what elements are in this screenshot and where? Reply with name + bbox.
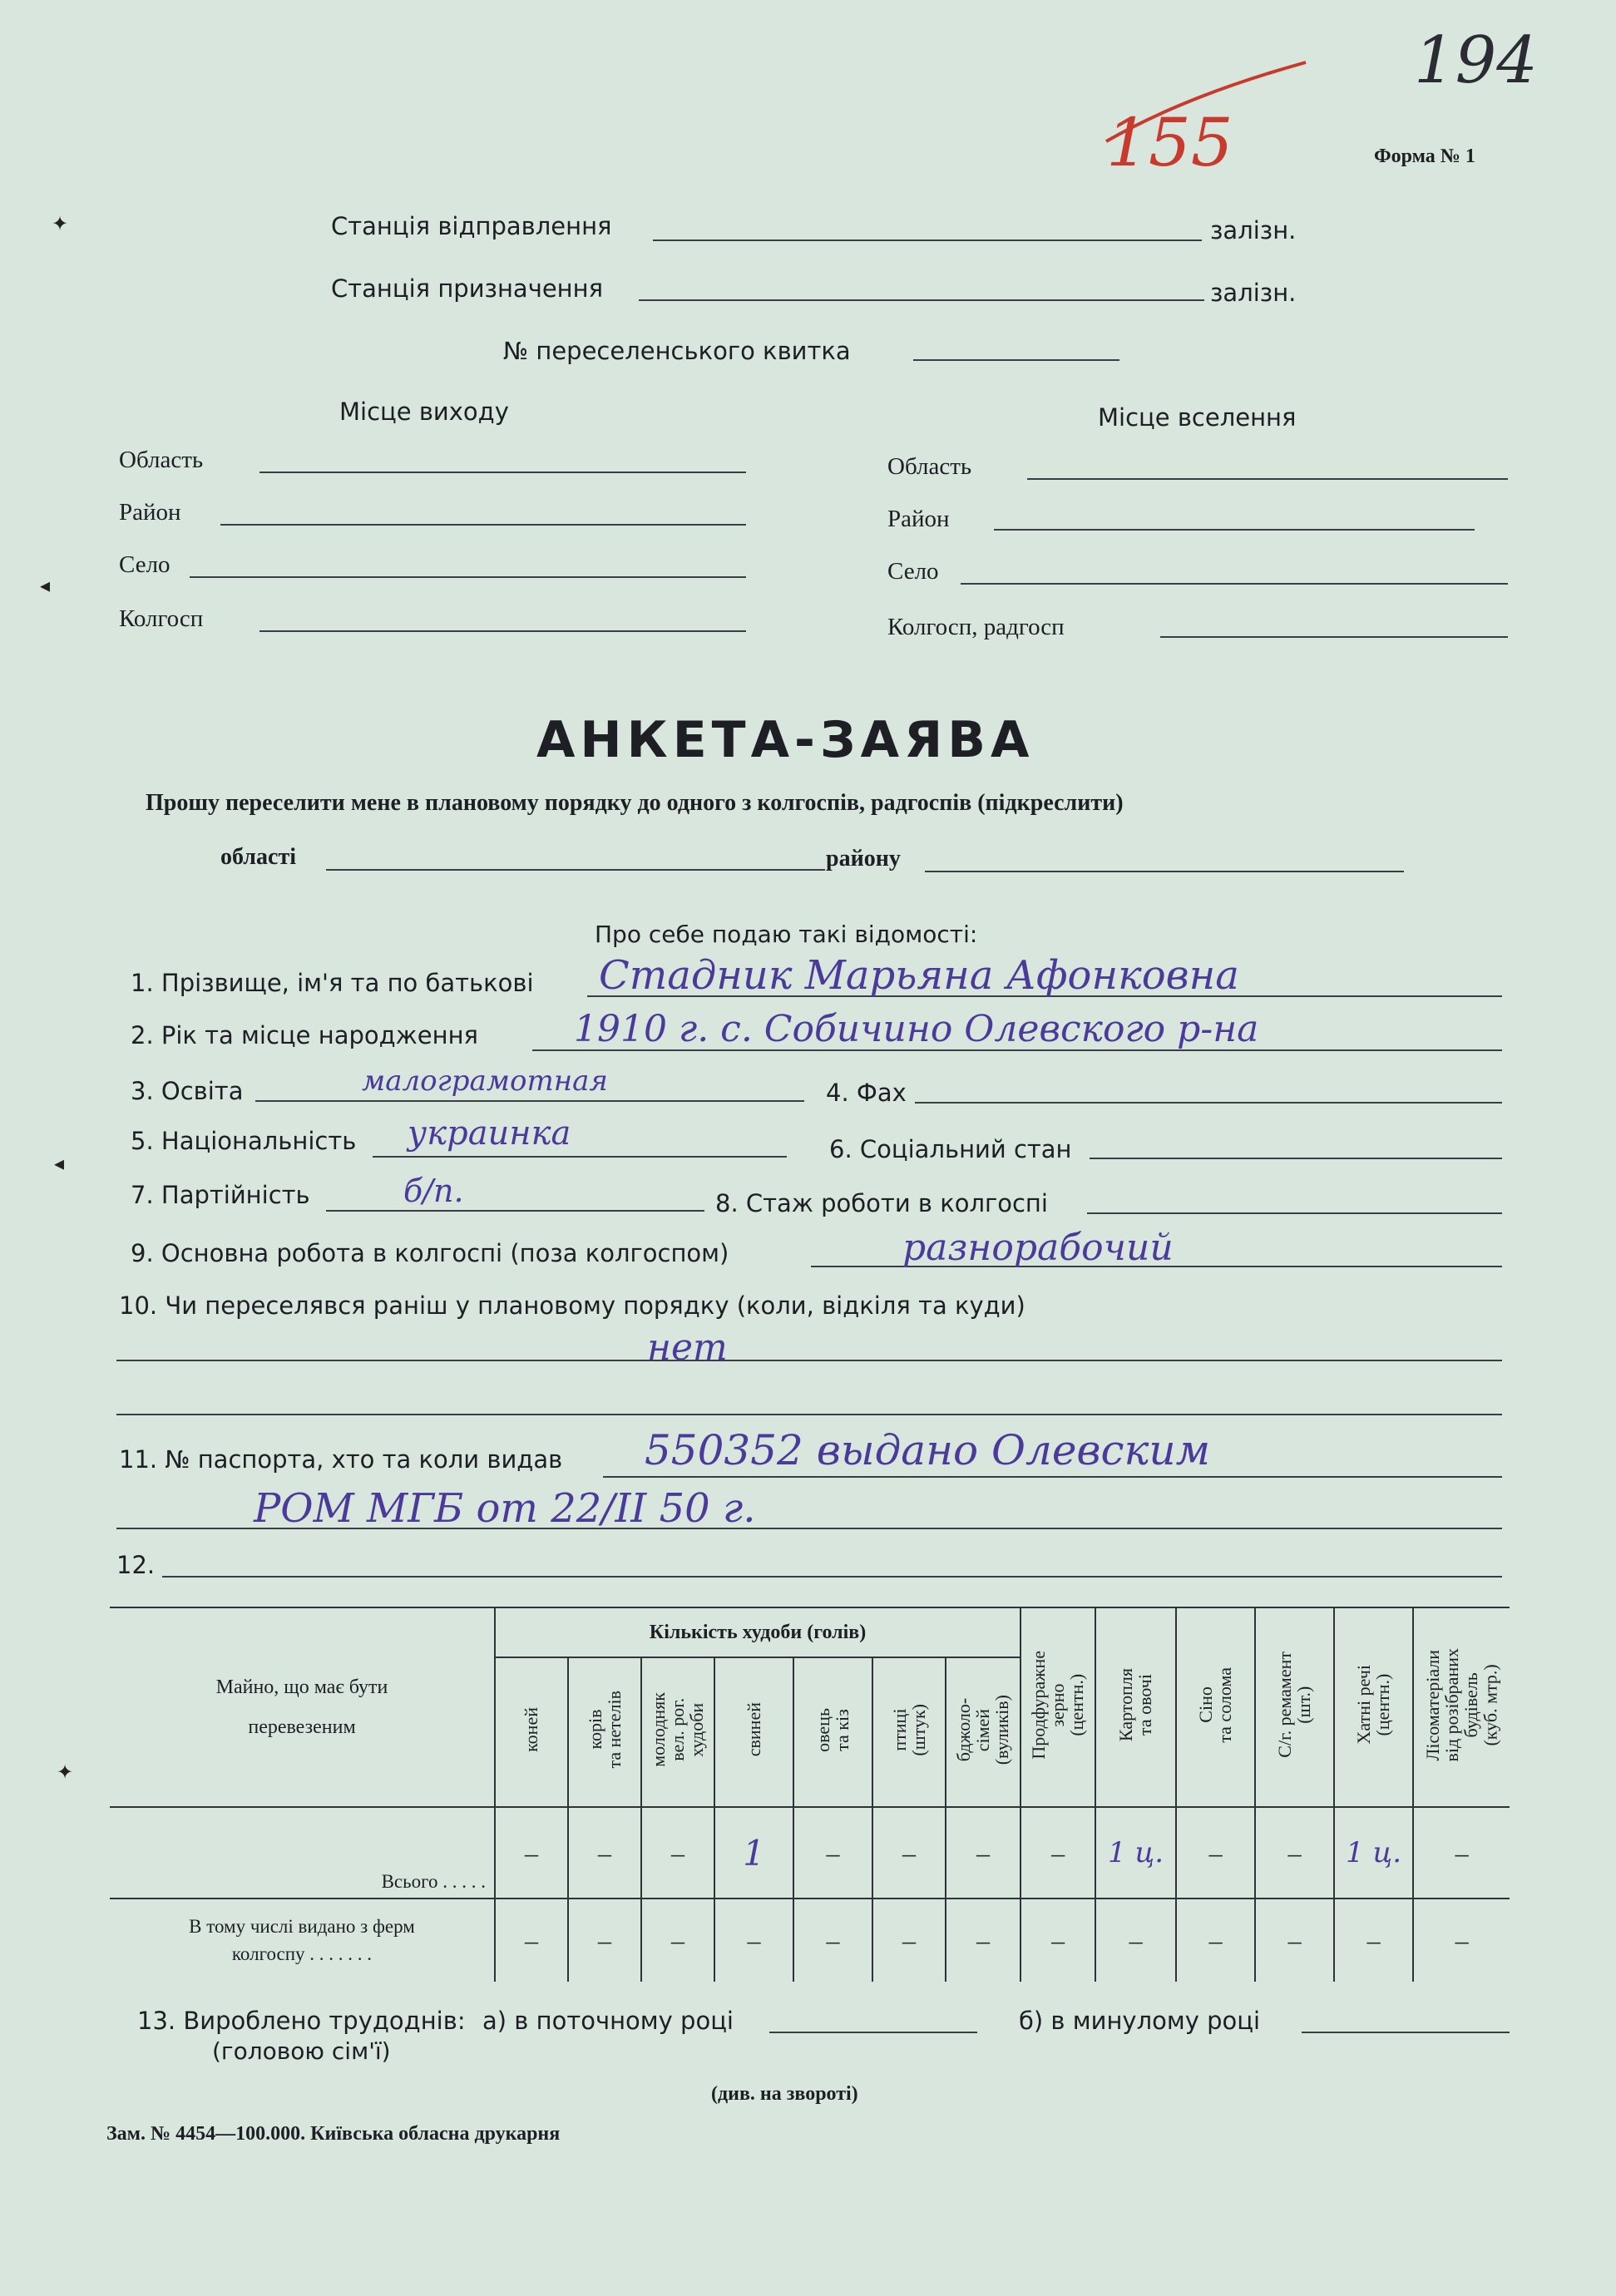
see-reverse: (див. на звороті) [711,2083,858,2105]
farm-row-label-cell [110,1899,495,1982]
farm-row-label: В тому числі видано з ферм колгоспу . . . . . . . [189,1916,415,1964]
col-header-10 [1255,1607,1334,1807]
destination-region-line [1027,478,1508,480]
field-12-line [162,1576,1502,1578]
col-label-beehives: бджоло- сімей (вуликів) [953,1694,1013,1765]
col-header-8 [1095,1607,1176,1807]
departure-station-line [653,239,1202,241]
col-header-12 [1413,1607,1510,1807]
farm-value: – [826,1925,840,1955]
workdays-current-label: а) в поточному році [482,2007,734,2035]
origin-region-label: Область [119,447,204,473]
total-row-label: Всього . . . . . [381,1871,486,1892]
field-5-value: украинка [408,1114,571,1153]
ticket-number-line [913,359,1119,361]
total-value: 1 [743,1832,765,1874]
farm-cell [1334,1899,1413,1982]
farm-value: – [598,1925,611,1955]
oblast-label: області [220,844,296,870]
total-value: – [525,1837,538,1868]
col-label-sheep: овець та кіз [813,1707,853,1752]
form-title: АНКЕТА-ЗАЯВА [536,711,1035,769]
origin-kolkhoz-label: Колгосп [119,605,204,632]
col-header-2 [641,1657,714,1807]
field-2-value: 1910 г. с. Собичино Олевского р-на [574,1008,1259,1050]
total-value: – [976,1837,991,1868]
farm-cell [568,1899,641,1982]
destination-district-line [994,529,1475,531]
field-10-line-1 [116,1360,1502,1361]
farm-value: – [747,1925,761,1955]
total-cell [872,1807,946,1899]
property-header: Майно, що має бути перевезеним [215,1676,388,1738]
total-value: – [1455,1837,1469,1868]
destination-station-label: Станція призначення [331,274,604,303]
col-label-young-cattle: молодняк вел. рог. худоби [648,1692,708,1767]
col-header-5 [872,1657,946,1807]
field-10-value: нет [647,1326,728,1369]
property-table [110,1607,1510,1982]
col-header-3 [714,1657,793,1807]
origin-kolkhoz-line [259,630,746,632]
printer-imprint: Зам. № 4454—100.000. Київська обласна друкарня [106,2123,561,2145]
col-header-4 [793,1657,872,1807]
farm-value: – [976,1925,991,1955]
field-11-label: 11. № паспорта, хто та коли видав [119,1445,563,1474]
col-label-timber: Лісоматеріали від розібраних будівель (куб. мтр.) [1422,1647,1501,1762]
total-value: – [1051,1837,1065,1868]
intro-text: Про себе подаю такі відомості: [595,921,978,948]
total-cell [1255,1807,1334,1899]
field-8-label: 8. Стаж роботи в колгоспі [715,1189,1048,1217]
total-cell [495,1807,568,1899]
margin-mark: ✦ [57,1760,74,1784]
origin-village-label: Село [119,551,170,578]
archive-number: 194 [1414,23,1538,98]
raion-label: району [826,846,901,871]
field-3-line [255,1100,804,1102]
field-9-value: разнорабочий [902,1227,1174,1269]
farm-value: – [1287,1925,1302,1955]
farm-cell [1413,1899,1510,1982]
field-1-value: Стадник Марьяна Афонковна [599,952,1239,999]
total-cell [793,1807,872,1899]
field-7-label: 7. Партійність [131,1181,310,1209]
field-2-label: 2. Рік та місце народження [131,1021,478,1049]
workdays-label: 13. Вироблено трудоднів: [137,2007,466,2035]
field-3-label: 3. Освіта [131,1077,244,1105]
field-5-label: 5. Національність [131,1127,357,1155]
crossed-number: 155 [1106,104,1233,181]
field-5-line [373,1156,787,1158]
total-cell [1413,1807,1510,1899]
origin-village-line [190,576,746,578]
workdays-previous-label: б) в минулому році [1019,2007,1261,2035]
col-label-horses: коней [521,1707,542,1752]
farm-cell [714,1899,793,1982]
field-4-label: 4. Фах [826,1079,907,1107]
field-6-label: 6. Соціальний стан [829,1135,1072,1163]
col-header-9 [1176,1607,1255,1807]
total-cell [1021,1807,1095,1899]
field-7-value: б/п. [403,1173,464,1209]
farm-cell [946,1899,1021,1982]
col-header-6 [946,1657,1021,1807]
farm-value: – [671,1925,684,1955]
total-value: – [671,1837,684,1868]
origin-district-label: Район [119,499,181,526]
livestock-group-label: Кількість худоби (голів) [649,1621,867,1643]
total-cell [641,1807,714,1899]
col-header-7 [1021,1607,1095,1807]
destination-village-line [961,583,1508,585]
total-cell [946,1807,1021,1899]
total-cell [1334,1807,1413,1899]
total-value: – [902,1837,916,1868]
form-label: Форма № 1 [1374,146,1475,167]
origin-district-line [220,524,746,526]
destination-village-label: Село [887,558,939,585]
destination-station-line [639,299,1204,301]
field-6-line [1090,1158,1502,1159]
margin-mark: ✦ [52,212,69,235]
col-label-poultry: птиці (штук) [888,1703,929,1756]
origin-region-line [259,472,746,473]
total-value: – [826,1837,840,1868]
total-row-label-cell [110,1807,495,1899]
farm-cell [495,1899,568,1982]
col-label-grain: Продфуражне зерно (центн.) [1028,1650,1088,1760]
field-11-value-1: 550352 выдано Олевским [645,1426,1211,1474]
farm-cell [1255,1899,1334,1982]
field-4-line [915,1102,1502,1104]
total-value: 1 ц. [1346,1836,1402,1869]
raion-line [925,871,1404,872]
farm-value: – [1051,1925,1065,1955]
farm-cell [1021,1899,1095,1982]
col-header-1 [568,1657,641,1807]
total-cell [1095,1807,1176,1899]
railway-label-1: залізн. [1210,216,1297,244]
destination-title: Місце вселення [1098,403,1297,432]
farm-value: – [525,1925,538,1955]
livestock-group-header [495,1607,1021,1657]
total-cell [1176,1807,1255,1899]
col-header-0 [495,1657,568,1807]
strike-mark [1098,50,1314,150]
col-label-household: Хатні речі (центн.) [1353,1665,1394,1745]
total-value: – [1208,1837,1223,1868]
field-1-label: 1. Прізвище, ім'я та по батькові [131,969,534,997]
destination-district-label: Район [887,506,950,532]
farm-cell [1095,1899,1176,1982]
farm-value: – [1366,1925,1381,1955]
farm-value: – [1455,1925,1469,1955]
field-10-label: 10. Чи переселявся раніш у плановому порядку (коли, відкіля та куди) [119,1291,1025,1320]
railway-label-2: залізн. [1210,279,1297,307]
ticket-number-label: № переселенського квитка [503,337,851,365]
origin-title: Місце виходу [339,397,509,426]
oblast-line [326,869,825,871]
farm-cell [793,1899,872,1982]
farm-cell [1176,1899,1255,1982]
total-value: – [598,1837,611,1868]
col-label-cows: корів та нетелів [584,1691,625,1769]
field-11-line-1 [603,1476,1502,1478]
field-8-line [1087,1212,1502,1214]
total-value: 1 ц. [1108,1836,1164,1869]
col-label-pigs: свиней [743,1702,764,1757]
total-cell [714,1807,793,1899]
col-label-potatoes: Картопля та овочі [1115,1667,1156,1742]
farm-cell [641,1899,714,1982]
farm-value: – [1208,1925,1223,1955]
destination-kolkhoz-label: Колгосп, радгосп [887,614,1065,640]
workdays-sub: (головою сім'ї) [212,2037,391,2065]
property-header-cell [110,1607,495,1807]
field-10-line-2 [116,1414,1502,1415]
margin-mark: ◂ [40,574,51,597]
total-value: – [1287,1837,1302,1868]
destination-kolkhoz-line [1160,636,1508,638]
col-label-hay: Сіно та солома [1195,1666,1236,1743]
farm-value: – [902,1925,916,1955]
farm-cell [872,1899,946,1982]
col-label-tools: С/г. ремамент (шт.) [1274,1652,1315,1758]
farm-value: – [1129,1925,1143,1955]
field-3-value: малограмотная [362,1064,608,1098]
destination-region-label: Область [887,453,972,480]
col-header-11 [1334,1607,1413,1807]
field-11-value-2: РОМ МГБ от 22/II 50 г. [254,1485,756,1532]
margin-mark: ◂ [54,1152,65,1175]
total-cell [568,1807,641,1899]
field-9-label: 9. Основна робота в колгоспі (поза колгоспом) [131,1239,729,1267]
field-7-line [326,1210,704,1212]
request-text: Прошу переселити мене в плановому порядку до одного з колгоспів, радгоспів (підкреслити) [146,790,1124,816]
workdays-previous-line [1302,2032,1510,2033]
departure-station-label: Станція відправлення [331,212,612,240]
workdays-current-line [769,2032,977,2033]
field-12-label: 12. [116,1551,156,1579]
